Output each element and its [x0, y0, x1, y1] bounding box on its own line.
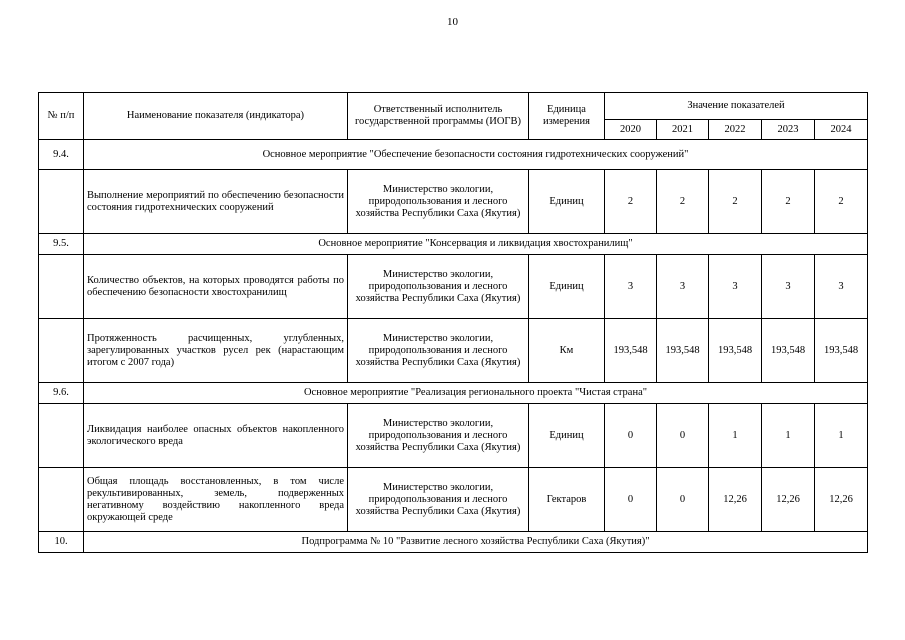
indicator-name: Ликвидация наиболее опасных объектов накопленного экологического вреда — [84, 404, 348, 468]
value-cell: 0 — [605, 404, 657, 468]
table-row — [39, 319, 868, 383]
value-cell: 1 — [815, 404, 868, 468]
section-title: Основное мероприятие "Обеспечение безопасности состояния гидротехнических сооружений" — [84, 140, 868, 170]
header-year: 2024 — [815, 120, 868, 140]
value-cell: 12,26 — [762, 468, 815, 532]
value-cell: 3 — [709, 255, 762, 319]
indicator-name: Общая площадь восстановленных, в том числе рекультивированных, земель, подверженных негативному воздействию накопленного вреда окружающей среде — [84, 468, 348, 532]
value-cell: 0 — [605, 468, 657, 532]
value-cell: 2 — [815, 170, 868, 234]
section-row — [39, 140, 868, 170]
header-year: 2023 — [762, 120, 815, 140]
executor-cell: Министерство экологии, природопользования и лесного хозяйства Республики Саха (Якутия) — [348, 170, 529, 234]
table-row — [39, 404, 868, 468]
unit-cell: Единиц — [529, 170, 605, 234]
subprogram-row — [39, 532, 868, 553]
executor-cell: Министерство экологии, природопользования и лесного хозяйства Республики Саха (Якутия) — [348, 255, 529, 319]
section-number: 9.6. — [39, 383, 84, 404]
page-number: 10 — [447, 16, 458, 28]
executor-cell: Министерство экологии, природопользования и лесного хозяйства Республики Саха (Якутия) — [348, 319, 529, 383]
value-cell: 2 — [605, 170, 657, 234]
value-cell: 3 — [657, 255, 709, 319]
section-row — [39, 383, 868, 404]
header-num: № п/п — [39, 93, 84, 140]
section-number: 9.4. — [39, 140, 84, 170]
value-cell: 3 — [762, 255, 815, 319]
value-cell: 2 — [762, 170, 815, 234]
subprogram-title: Подпрограмма № 10 "Развитие лесного хозяйства Республики Саха (Якутия)" — [84, 532, 868, 553]
header-unit: Единица измерения — [529, 93, 605, 140]
value-cell: 193,548 — [605, 319, 657, 383]
table-header-row — [39, 93, 868, 120]
subprogram-number: 10. — [39, 532, 84, 553]
value-cell: 0 — [657, 404, 709, 468]
table-row — [39, 255, 868, 319]
section-row — [39, 234, 868, 255]
value-cell: 3 — [605, 255, 657, 319]
value-cell: 193,548 — [815, 319, 868, 383]
value-cell: 2 — [657, 170, 709, 234]
indicator-name: Выполнение мероприятий по обеспечению безопасности состояния гидротехнических сооружений — [84, 170, 348, 234]
row-num-cell — [39, 404, 84, 468]
value-cell: 12,26 — [815, 468, 868, 532]
value-cell: 193,548 — [709, 319, 762, 383]
indicators-table — [38, 92, 868, 553]
table-row — [39, 170, 868, 234]
header-indicator-name: Наименование показателя (индикатора) — [84, 93, 348, 140]
executor-cell: Министерство экологии, природопользования и лесного хозяйства Республики Саха (Якутия) — [348, 404, 529, 468]
value-cell: 3 — [815, 255, 868, 319]
value-cell: 0 — [657, 468, 709, 532]
header-year: 2021 — [657, 120, 709, 140]
row-num-cell — [39, 170, 84, 234]
section-number: 9.5. — [39, 234, 84, 255]
section-title: Основное мероприятие "Консервация и ликвидация хвостохранилищ" — [84, 234, 868, 255]
row-num-cell — [39, 319, 84, 383]
value-cell: 2 — [709, 170, 762, 234]
header-executor: Ответственный исполнитель государственной программы (ИОГВ) — [348, 93, 529, 140]
header-values: Значение показателей — [605, 93, 868, 120]
row-num-cell — [39, 255, 84, 319]
header-year: 2020 — [605, 120, 657, 140]
executor-cell: Министерство экологии, природопользования и лесного хозяйства Республики Саха (Якутия) — [348, 468, 529, 532]
unit-cell: Км — [529, 319, 605, 383]
section-title: Основное мероприятие "Реализация регионального проекта "Чистая страна" — [84, 383, 868, 404]
header-year: 2022 — [709, 120, 762, 140]
row-num-cell — [39, 468, 84, 532]
value-cell: 12,26 — [709, 468, 762, 532]
value-cell: 1 — [709, 404, 762, 468]
table-row — [39, 468, 868, 532]
unit-cell: Единиц — [529, 255, 605, 319]
value-cell: 193,548 — [657, 319, 709, 383]
indicator-name: Протяженность расчищенных, углубленных, зарегулированных участков русел рек (нарастающим итогом с 2007 года) — [84, 319, 348, 383]
value-cell: 193,548 — [762, 319, 815, 383]
unit-cell: Единиц — [529, 404, 605, 468]
value-cell: 1 — [762, 404, 815, 468]
indicator-name: Количество объектов, на которых проводятся работы по обеспечению безопасности хвостохранилищ — [84, 255, 348, 319]
unit-cell: Гектаров — [529, 468, 605, 532]
